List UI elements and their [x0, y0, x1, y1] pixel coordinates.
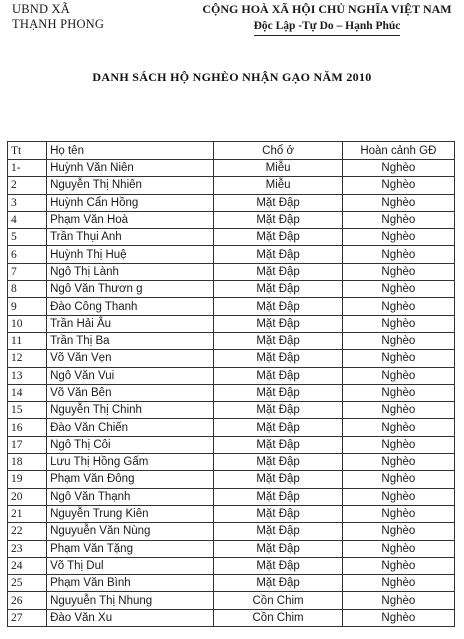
table-row — [8, 402, 455, 419]
row-number: 25 — [8, 575, 47, 592]
household-status: Nghèo — [342, 402, 454, 419]
table-row — [8, 332, 455, 349]
household-name: Nguyuễn Văn Nùng — [47, 523, 214, 540]
household-address: Mặt Đập — [214, 540, 342, 557]
household-name: Trần Thị Ba — [47, 332, 214, 349]
household-status: Nghèo — [342, 419, 454, 436]
row-number: 15 — [8, 402, 47, 419]
table-row — [8, 350, 455, 367]
household-address: Mặt Đập — [214, 454, 342, 471]
household-address: Mặt Đập — [214, 298, 342, 315]
household-name: Huỳnh Cẩn Hồng — [47, 194, 214, 211]
household-name: Ngô Văn Thạnh — [47, 488, 214, 505]
table-row — [8, 609, 455, 626]
household-name: Võ Văn Vẹn — [47, 350, 214, 367]
household-status: Nghèo — [342, 350, 454, 367]
row-number: 24 — [8, 557, 47, 574]
row-number: 1- — [8, 160, 47, 177]
household-status: Nghèo — [342, 488, 454, 505]
household-name: Ngô Văn Thươn g — [47, 281, 214, 298]
household-status: Nghèo — [342, 246, 454, 263]
table-row — [8, 315, 455, 332]
national-motto: Độc Lập -Tự Do – Hạnh Phúc — [254, 19, 401, 36]
household-address: Mặt Đập — [214, 246, 342, 263]
national-header — [190, 2, 464, 36]
household-address: Mặt Đập — [214, 229, 342, 246]
row-number: 7 — [8, 263, 47, 280]
household-address: Mặt Đập — [214, 281, 342, 298]
row-number: 26 — [8, 592, 47, 609]
nation-name: CỘNG HOÀ XÃ HỘI CHỦ NGHĨA VIỆT NAM — [202, 2, 452, 16]
table-row — [8, 367, 455, 384]
table-row — [8, 160, 455, 177]
household-address: Mặt Đập — [214, 194, 342, 211]
household-status: Nghèo — [342, 523, 454, 540]
table-row — [8, 263, 455, 280]
household-name: Phạm Văn Bình — [47, 575, 214, 592]
household-address: Miễu — [214, 160, 342, 177]
household-status: Nghèo — [342, 609, 454, 626]
household-table — [7, 141, 455, 627]
table-row — [8, 246, 455, 263]
household-name: Trần Hải Âu — [47, 315, 214, 332]
household-status: Nghèo — [342, 557, 454, 574]
row-number: 5 — [8, 229, 47, 246]
household-status: Nghèo — [342, 315, 454, 332]
household-name: Nguyuễn Thị Nhung — [47, 592, 214, 609]
household-status: Nghèo — [342, 263, 454, 280]
household-address: Mặt Đập — [214, 384, 342, 401]
household-address: Mặt Đập — [214, 505, 342, 522]
table-row — [8, 471, 455, 488]
household-status: Nghèo — [342, 454, 454, 471]
document-title: DANH SÁCH HỘ NGHÈO NHẬN GẠO NĂM 2010 — [92, 70, 372, 84]
row-number: 9 — [8, 298, 47, 315]
household-status: Nghèo — [342, 332, 454, 349]
household-status: Nghèo — [342, 471, 454, 488]
household-address: Cồn Chim — [214, 592, 342, 609]
row-number: 8 — [8, 281, 47, 298]
household-status: Nghèo — [342, 367, 454, 384]
column-header-status: Hoàn cảnh GĐ — [342, 142, 454, 160]
table-row — [8, 194, 455, 211]
household-address: Mặt Đập — [214, 211, 342, 228]
row-number: 3 — [8, 194, 47, 211]
row-number: 16 — [8, 419, 47, 436]
table-row — [8, 229, 455, 246]
household-name: Võ Văn Bên — [47, 384, 214, 401]
household-status: Nghèo — [342, 436, 454, 453]
household-address: Mặt Đập — [214, 419, 342, 436]
row-number: 2 — [8, 177, 47, 194]
household-address: Miễu — [214, 177, 342, 194]
household-name: Đào Văn Chiến — [47, 419, 214, 436]
household-address: Mặt Đập — [214, 436, 342, 453]
row-number: 4 — [8, 211, 47, 228]
row-number: 17 — [8, 436, 47, 453]
household-address: Mặt Đập — [214, 557, 342, 574]
household-status: Nghèo — [342, 505, 454, 522]
table-row — [8, 523, 455, 540]
table-row — [8, 281, 455, 298]
household-name: Lưu Thị Hồng Gấm — [47, 454, 214, 471]
table-row — [8, 298, 455, 315]
household-address: Cồn Chim — [214, 609, 342, 626]
household-name: Trần Thụi Anh — [47, 229, 214, 246]
authority-line-2: THẠNH PHONG — [12, 17, 105, 31]
column-header-address: Chổ ở — [214, 142, 342, 160]
household-status: Nghèo — [342, 592, 454, 609]
household-status: Nghèo — [342, 194, 454, 211]
row-number: 27 — [8, 609, 47, 626]
row-number: 21 — [8, 505, 47, 522]
household-name: Đào Văn Xu — [47, 609, 214, 626]
household-status: Nghèo — [342, 177, 454, 194]
row-number: 20 — [8, 488, 47, 505]
household-name: Huỳnh Văn Niên — [47, 160, 214, 177]
household-status: Nghèo — [342, 281, 454, 298]
table-row — [8, 419, 455, 436]
household-name: Nguyễn Thị Chinh — [47, 402, 214, 419]
household-status: Nghèo — [342, 384, 454, 401]
table-row — [8, 488, 455, 505]
table-header-row — [8, 142, 455, 160]
household-address: Mặt Đập — [214, 315, 342, 332]
household-address: Mặt Đập — [214, 263, 342, 280]
household-name: Võ Thị Dul — [47, 557, 214, 574]
household-status: Nghèo — [342, 298, 454, 315]
household-address: Mặt Đập — [214, 575, 342, 592]
row-number: 11 — [8, 332, 47, 349]
authority-line-1: UBND XÃ — [12, 2, 70, 16]
household-name: Phạm Văn Đông — [47, 471, 214, 488]
row-number: 13 — [8, 367, 47, 384]
table-row — [8, 177, 455, 194]
household-address: Mặt Đập — [214, 488, 342, 505]
row-number: 14 — [8, 384, 47, 401]
row-number: 23 — [8, 540, 47, 557]
row-number: 19 — [8, 471, 47, 488]
column-header-tt: Tt — [8, 142, 47, 160]
household-address: Mặt Đập — [214, 332, 342, 349]
issuing-authority — [12, 2, 122, 32]
table-row — [8, 557, 455, 574]
row-number: 18 — [8, 454, 47, 471]
row-number: 12 — [8, 350, 47, 367]
household-name: Phạm Văn Hoà — [47, 211, 214, 228]
household-name: Đào Công Thanh — [47, 298, 214, 315]
table-row — [8, 211, 455, 228]
household-address: Mặt Đập — [214, 367, 342, 384]
household-name: Nguyễn Trung Kiên — [47, 505, 214, 522]
table-row — [8, 384, 455, 401]
household-status: Nghèo — [342, 540, 454, 557]
household-status: Nghèo — [342, 575, 454, 592]
table-row — [8, 436, 455, 453]
table-row — [8, 575, 455, 592]
household-name: Phạm Văn Tặng — [47, 540, 214, 557]
household-name: Ngô Thị Lành — [47, 263, 214, 280]
household-address: Mặt Đập — [214, 471, 342, 488]
household-name: Ngô Văn Vui — [47, 367, 214, 384]
household-name: Ngô Thị Côi — [47, 436, 214, 453]
household-status: Nghèo — [342, 160, 454, 177]
household-status: Nghèo — [342, 229, 454, 246]
row-number: 22 — [8, 523, 47, 540]
row-number: 10 — [8, 315, 47, 332]
table-row — [8, 540, 455, 557]
household-name: Huỳnh Thị Huệ — [47, 246, 214, 263]
household-name: Nguyễn Thị Nhiên — [47, 177, 214, 194]
table-row — [8, 505, 455, 522]
column-header-name: Họ tên — [47, 142, 214, 160]
table-body — [8, 160, 455, 627]
household-address: Mặt Đập — [214, 523, 342, 540]
row-number: 6 — [8, 246, 47, 263]
household-address: Mặt Đập — [214, 402, 342, 419]
household-address: Mặt Đập — [214, 350, 342, 367]
household-status: Nghèo — [342, 211, 454, 228]
table-row — [8, 592, 455, 609]
table-row — [8, 454, 455, 471]
